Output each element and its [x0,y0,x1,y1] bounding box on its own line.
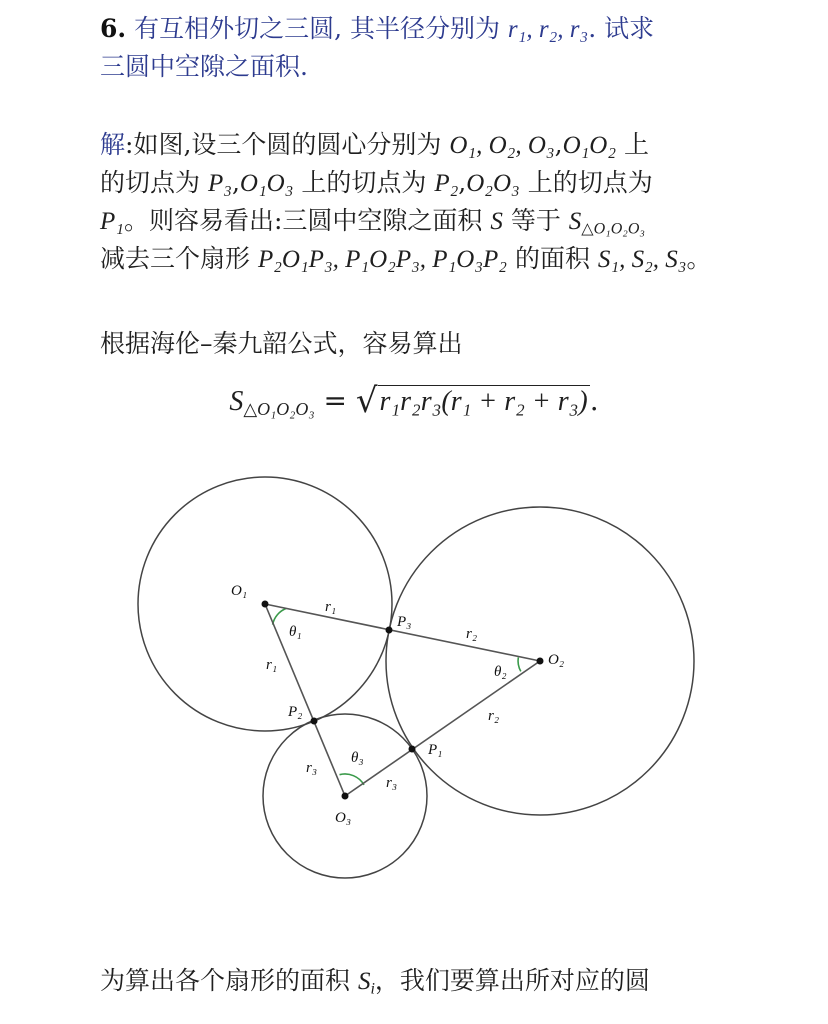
problem-line-2: 三圆中空隙之面积. [100,52,308,81]
label-theta1: θ₁ [289,624,302,640]
solution-text: , [231,168,240,197]
problem-text-2: . 试求 [588,14,655,43]
sector-list: P₂O₁P₃, P₁O₂P₃, P₁O₃P₂ [257,246,507,273]
triangle-area [568,208,645,238]
formula-lhs [229,386,315,420]
angle-theta3-arc [340,774,365,785]
segment-o1o3: O₁O₃ [239,170,294,197]
solution-text: 的面积 [514,244,590,273]
three-circles-diagram [0,460,828,890]
angle-theta2-arc [518,657,521,671]
label-r3-bottom: r₃ [386,775,398,791]
label-o2: O₂ [548,652,565,668]
solution-text: , [458,168,467,197]
center-o2-dot [537,658,544,665]
solution-text: 上 [624,130,650,159]
solution-paragraph [100,126,740,278]
segment-o2o3-line [345,661,540,796]
label-theta2: θ₂ [494,664,507,680]
segment-o1o3-line [265,604,345,796]
radical-sign-icon: √ [355,381,378,421]
label-theta3: θ₃ [351,750,364,766]
solution-text: 如图,设三个圆的圆心分别为 [133,130,442,159]
solution-text: 。 [686,244,712,273]
problem-number: 6. [100,14,127,43]
segment-o1o2-line [265,604,540,661]
solution-colon: : [125,130,134,159]
si-subscript: i [370,980,375,998]
label-p3: P₃ [397,614,412,630]
triangle-area-subscript: △O₁O₂O₃ [581,220,645,238]
label-r2-right: r₂ [488,708,500,724]
segment-o1o2: O₁O₂ [562,132,617,159]
tangent-p3-dot [386,627,393,634]
tangent-p2-dot [311,718,318,725]
bottom-text-2: ，我们要算出所对应的圆 [374,966,650,995]
problem-radii: r₁, r₂, r₃ [507,16,589,43]
point-p1: P₁ [100,208,124,235]
label-r1-left: r₁ [266,657,278,673]
formula-radicand: r₁r₂r₃(r₁ + r₂ + r₃) [379,386,588,417]
triangle-area-symbol: S [568,208,582,235]
solution-text: 上的切点为 [301,168,427,197]
solution-text: 的切点为 [100,168,201,197]
area-s: S [490,208,503,235]
problem-statement [100,10,740,85]
heron-formula [0,381,828,422]
center-o1-dot [262,601,269,608]
point-p2: P₂ [434,170,459,197]
formula-equals: = [323,384,347,417]
label-r3-left: r₃ [306,760,318,776]
square-root [356,381,590,422]
label-o3: O₃ [335,810,352,826]
heron-text: 根据海伦–秦九韶公式，容易算出 [100,329,463,358]
problem-text: 有互相外切之三圆, 其半径分别为 [134,14,500,43]
sector-area-si [357,968,375,998]
si-symbol: S [357,968,371,995]
centers: O₁, O₂, O₃ [449,132,555,159]
label-p1: P₁ [428,742,443,758]
angle-theta1-arc [273,608,287,624]
solution-text: 减去三个扇形 [100,244,251,273]
point-p3: P₃ [207,170,232,197]
solution-text: 上的切点为 [527,168,653,197]
solution-text: , [554,130,563,159]
label-o1: O₁ [231,583,248,599]
formula-end: . [589,384,599,417]
label-p2: P₂ [288,704,303,720]
bottom-paragraph [100,962,740,1000]
solution-text: 等于 [510,206,561,235]
label-r1-top: r₁ [325,599,337,615]
formula-lhs-subscript: △O₁O₂O₃ [243,399,315,420]
label-r2-top: r₂ [466,626,478,642]
solution-label: 解 [100,130,126,159]
center-o3-dot [342,793,349,800]
sector-areas: S₁, S₂, S₃ [597,246,687,273]
formula-lhs-symbol: S [229,386,244,417]
bottom-text: 为算出各个扇形的面积 [100,966,351,995]
segment-o2o3: O₂O₃ [466,170,520,197]
solution-text: 。则容易看出:三圆中空隙之面积 [123,206,483,235]
tangent-p1-dot [409,746,416,753]
